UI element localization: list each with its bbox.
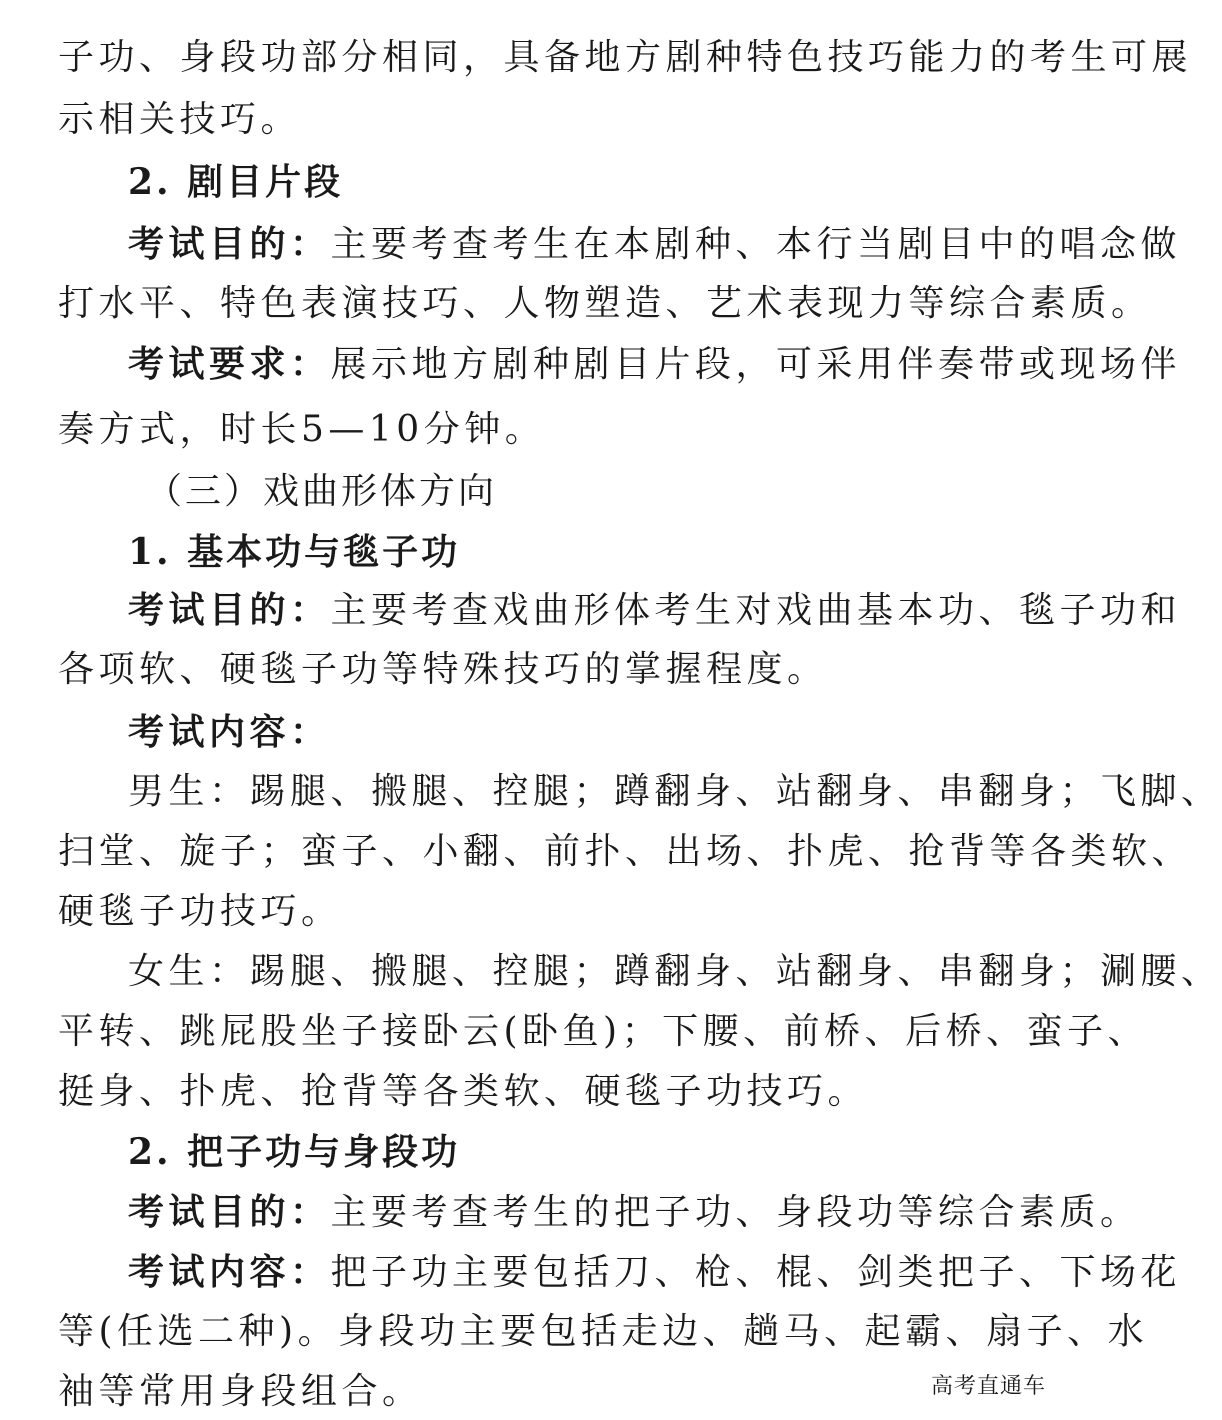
label-exam-requirement: 考试要求： [128,343,331,385]
section-heading-basic-skills: 1. 基本功与毯子功 [128,531,461,573]
text-line-male: 男生：踢腿、搬腿、控腿；蹲翻身、站翻身、串翻身；飞脚、 [128,771,1222,812]
paragraph-line [128,1190,1141,1235]
text-line: 袖等常用身段组合。 [58,1371,423,1412]
text-line-female: 女生：踢腿、搬腿、控腿；蹲翻身、站翻身、串翻身；涮腰、 [128,951,1222,992]
section-heading-repertoire: 2. 剧目片段 [128,161,344,203]
paragraph-line [128,342,1182,387]
section-heading-weapon-skills: 2. 把子功与身段功 [128,1131,461,1173]
paragraph-line [128,588,1182,633]
text-span: 把子功主要包括刀、枪、棍、剑类把子、下场花 [330,1252,1182,1293]
label-exam-content: 考试内容： [128,711,331,753]
label-exam-purpose: 考试目的： [128,1191,331,1233]
text-line: 各项软、硬毯子功等特殊技巧的掌握程度。 [58,649,828,690]
label-exam-content: 考试内容： [128,1251,331,1293]
text-line: 打水平、特色表演技巧、人物塑造、艺术表现力等综合素质。 [58,283,1152,324]
text-line: 硬毯子功技巧。 [58,891,342,932]
text-line: 奏方式，时长5—10分钟。 [58,409,546,450]
text-line: 挺身、扑虎、抢背等各类软、硬毯子功技巧。 [58,1071,869,1112]
text-span: 主要考查考生在本剧种、本行当剧目中的唱念做 [330,224,1182,265]
text-line: 子功、身段功部分相同，具备地方剧种特色技巧能力的考生可展 [58,37,1193,78]
text-span: 主要考查考生的把子功、身段功等综合素质。 [330,1192,1141,1233]
text-span: 展示地方剧种剧目片段，可采用伴奏带或现场伴 [330,344,1182,385]
text-line: 平转、跳屁股坐子接卧云(卧鱼)；下腰、前桥、后桥、蛮子、 [58,1011,1149,1052]
watermark-label: 高考直通车 [925,1367,1052,1402]
text-line: 扫堂、旋子；蛮子、小翻、前扑、出场、扑虎、抢背等各类软、 [58,831,1193,872]
label-exam-purpose: 考试目的： [128,223,331,265]
text-line: 等(任选二种)。身段功主要包括走边、趟马、起霸、扇子、水 [58,1311,1149,1352]
paragraph-line [128,222,1182,267]
label-exam-purpose: 考试目的： [128,589,331,631]
text-line: 示相关技巧。 [58,99,302,140]
paragraph-line [128,1250,1182,1295]
part-heading-opera-movement: （三）戏曲形体方向 [146,471,498,512]
text-span: 主要考查戏曲形体考生对戏曲基本功、毯子功和 [330,590,1182,631]
